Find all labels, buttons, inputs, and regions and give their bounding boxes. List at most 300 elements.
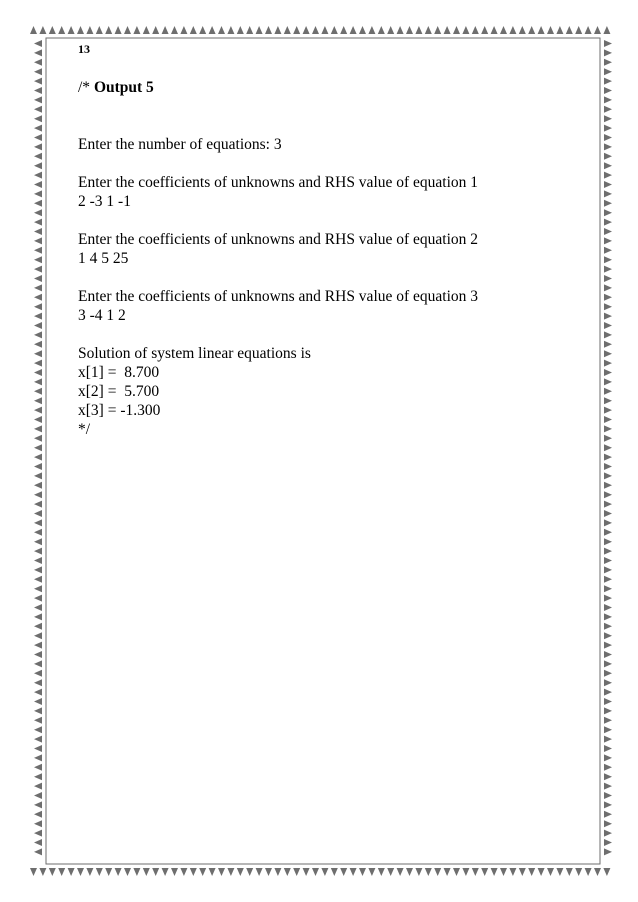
border-triangle [604,801,612,808]
border-triangle [96,868,103,876]
border-triangle [96,26,103,34]
border-triangle [387,26,394,34]
border-triangle [124,26,131,34]
border-triangle [86,26,93,34]
border-triangle [462,868,469,876]
border-triangle [604,811,612,818]
input-equation-2: 1 4 5 25 [78,250,129,267]
border-triangle [34,322,42,329]
border-triangle [34,848,42,855]
border-triangle [86,868,93,876]
left-triangle-column [34,40,42,855]
border-triangle [604,78,612,85]
border-triangle [34,190,42,197]
border-triangle [387,868,394,876]
border-triangle [425,26,432,34]
border-triangle [34,49,42,56]
border-triangle [171,868,178,876]
border-triangle [34,59,42,66]
output-heading [78,78,558,97]
border-triangle [604,670,612,677]
border-triangle [293,868,300,876]
border-triangle [34,736,42,743]
border-triangle [604,773,612,780]
border-triangle [34,670,42,677]
border-triangle [303,26,310,34]
border-triangle [604,294,612,301]
border-triangle [265,26,272,34]
page-number: 13 [78,42,90,56]
border-triangle [604,256,612,263]
border-triangle [49,26,56,34]
border-triangle [34,228,42,235]
border-triangle [340,868,347,876]
border-triangle [34,125,42,132]
border-triangle [604,341,612,348]
border-triangle [34,698,42,705]
border-triangle [434,26,441,34]
border-triangle [34,247,42,254]
border-triangle [604,576,612,583]
border-triangle [604,360,612,367]
border-triangle [34,519,42,526]
border-triangle [500,868,507,876]
border-triangle [34,407,42,414]
border-triangle [34,632,42,639]
border-triangle [162,868,169,876]
prompt-equation-2: Enter the coefficients of unknowns and RHS value of equation 2 [78,231,479,248]
border-triangle [604,463,612,470]
border-triangle [604,604,612,611]
border-triangle [34,172,42,179]
border-triangle [199,868,206,876]
border-triangle [368,868,375,876]
border-triangle [180,868,187,876]
border-triangle [30,868,37,876]
border-triangle [77,26,84,34]
border-triangle [604,115,612,122]
border-triangle [34,482,42,489]
border-triangle [34,726,42,733]
border-triangle [604,378,612,385]
border-triangle [604,519,612,526]
border-triangle [30,26,37,34]
border-triangle [604,49,612,56]
border-triangle [604,529,612,536]
border-triangle [604,350,612,357]
border-triangle [34,679,42,686]
border-triangle [604,707,612,714]
border-triangle [604,275,612,282]
border-triangle [585,868,592,876]
border-triangle [604,830,612,837]
border-triangle [34,369,42,376]
border-triangle [604,689,612,696]
border-triangle [528,26,535,34]
border-triangle [34,219,42,226]
border-triangle [604,172,612,179]
border-triangle [34,510,42,517]
border-triangle [34,78,42,85]
border-triangle [171,26,178,34]
border-triangle [359,868,366,876]
border-triangle [604,181,612,188]
border-triangle [34,341,42,348]
border-triangle [34,764,42,771]
border-triangle [34,284,42,291]
border-triangle [124,868,131,876]
border-triangle [604,87,612,94]
border-triangle [604,190,612,197]
border-triangle [575,26,582,34]
border-triangle [604,623,612,630]
border-triangle [594,868,601,876]
border-triangle [519,26,526,34]
border-triangle [34,397,42,404]
border-triangle [34,689,42,696]
border-triangle [34,388,42,395]
border-triangle [58,26,65,34]
border-triangle [604,717,612,724]
border-triangle [34,801,42,808]
border-triangle [604,548,612,555]
prompt-equation-3: Enter the coefficients of unknowns and RHS value of equation 3 [78,288,479,305]
border-triangle [34,491,42,498]
border-triangle [34,707,42,714]
border-triangle [604,68,612,75]
border-triangle [340,26,347,34]
border-triangle [604,595,612,602]
border-triangle [34,360,42,367]
border-triangle [34,811,42,818]
border-triangle [547,868,554,876]
border-triangle [34,378,42,385]
border-triangle [604,96,612,103]
border-triangle [58,868,65,876]
border-triangle [34,651,42,658]
border-triangle [538,868,545,876]
border-triangle [547,26,554,34]
border-triangle [246,868,253,876]
input-equation-3: 3 -4 1 2 [78,307,126,324]
border-triangle [162,26,169,34]
border-triangle [604,209,612,216]
border-triangle [34,303,42,310]
border-triangle [604,660,612,667]
border-triangle [49,868,56,876]
border-triangle [604,237,612,244]
border-triangle [190,26,197,34]
border-triangle [34,773,42,780]
border-triangle [321,26,328,34]
border-triangle [105,26,112,34]
border-triangle [152,26,159,34]
border-triangle [604,369,612,376]
border-triangle [604,745,612,752]
border-triangle [604,284,612,291]
border-triangle [491,868,498,876]
border-triangle [604,783,612,790]
border-triangle [237,26,244,34]
border-triangle [34,256,42,263]
border-triangle [34,585,42,592]
border-triangle [556,868,563,876]
border-triangle [604,162,612,169]
border-triangle [312,868,319,876]
border-triangle [34,237,42,244]
border-triangle [378,26,385,34]
border-triangle [34,294,42,301]
border-triangle [34,68,42,75]
border-triangle [321,868,328,876]
border-triangle [256,26,263,34]
border-triangle [34,830,42,837]
comment-open: /* [78,79,94,96]
border-triangle [34,435,42,442]
border-triangle [604,134,612,141]
border-triangle [604,416,612,423]
border-triangle [34,40,42,47]
border-triangle [434,868,441,876]
border-triangle [350,26,357,34]
border-triangle [34,463,42,470]
border-triangle [575,868,582,876]
border-triangle [604,143,612,150]
solution-x2: x[2] = 5.700 [78,383,160,400]
border-triangle [331,26,338,34]
border-triangle [604,632,612,639]
border-triangle [594,26,601,34]
border-triangle [34,162,42,169]
border-triangle [34,792,42,799]
border-triangle [34,416,42,423]
comment-close: */ [78,421,91,438]
border-triangle [68,868,75,876]
border-triangle [34,331,42,338]
border-triangle [425,868,432,876]
border-triangle [34,134,42,141]
border-triangle [604,754,612,761]
border-triangle [604,313,612,320]
border-triangle [34,623,42,630]
border-triangle [34,153,42,160]
border-triangle [274,26,281,34]
border-triangle [34,106,42,113]
border-triangle [34,717,42,724]
border-triangle [415,868,422,876]
border-triangle [604,482,612,489]
border-triangle [246,26,253,34]
border-triangle [603,26,610,34]
border-triangle [143,26,150,34]
border-triangle [604,247,612,254]
border-triangle [585,26,592,34]
border-triangle [444,868,451,876]
border-triangle [538,26,545,34]
border-triangle [604,388,612,395]
border-triangle [34,642,42,649]
border-triangle [77,868,84,876]
bottom-triangle-row [30,868,610,876]
border-triangle [472,26,479,34]
border-triangle [34,820,42,827]
solution-heading: Solution of system linear equations is [78,345,311,362]
border-triangle [509,26,516,34]
border-triangle [115,26,122,34]
border-triangle [34,538,42,545]
prompt-equation-count: Enter the number of equations: 3 [78,136,282,153]
border-triangle [303,868,310,876]
border-triangle [509,868,516,876]
border-triangle [218,26,225,34]
border-triangle [152,868,159,876]
border-triangle [359,26,366,34]
border-triangle [604,322,612,329]
input-equation-1: 2 -3 1 -1 [78,193,131,210]
border-triangle [312,26,319,34]
border-triangle [34,557,42,564]
border-triangle [462,26,469,34]
output-listing [78,78,558,439]
border-triangle [34,96,42,103]
border-triangle [481,868,488,876]
border-triangle [105,868,112,876]
border-triangle [34,266,42,273]
output-title: Output 5 [93,79,154,96]
border-triangle [604,153,612,160]
solution-x1: x[1] = 8.700 [78,364,160,381]
border-triangle [604,444,612,451]
border-triangle [34,454,42,461]
border-triangle [34,548,42,555]
border-triangle [453,26,460,34]
border-triangle [604,651,612,658]
border-triangle [34,595,42,602]
border-triangle [604,501,612,508]
border-triangle [604,613,612,620]
border-triangle [604,642,612,649]
border-triangle [604,303,612,310]
border-triangle [34,660,42,667]
border-triangle [331,868,338,876]
border-triangle [256,868,263,876]
border-triangle [34,576,42,583]
border-triangle [218,868,225,876]
border-triangle [566,868,573,876]
border-triangle [604,106,612,113]
border-triangle [415,26,422,34]
border-triangle [604,435,612,442]
border-triangle [284,26,291,34]
border-triangle [133,868,140,876]
border-triangle [34,529,42,536]
border-triangle [397,868,404,876]
border-triangle [34,115,42,122]
border-triangle [115,868,122,876]
border-triangle [350,868,357,876]
border-triangle [604,425,612,432]
border-triangle [604,59,612,66]
border-triangle [34,275,42,282]
border-triangle [209,26,216,34]
border-triangle [604,839,612,846]
border-triangle [604,397,612,404]
border-triangle [34,566,42,573]
border-triangle [604,566,612,573]
border-triangle [378,868,385,876]
border-triangle [180,26,187,34]
border-triangle [604,228,612,235]
border-triangle [143,868,150,876]
border-triangle [528,868,535,876]
border-triangle [34,839,42,846]
border-triangle [397,26,404,34]
border-triangle [604,331,612,338]
border-triangle [603,868,610,876]
border-triangle [604,454,612,461]
border-triangle [34,313,42,320]
border-triangle [604,407,612,414]
border-triangle [34,613,42,620]
border-triangle [34,200,42,207]
border-triangle [34,783,42,790]
border-triangle [265,868,272,876]
border-triangle [406,26,413,34]
border-triangle [39,868,46,876]
border-triangle [34,472,42,479]
border-triangle [34,425,42,432]
border-triangle [237,868,244,876]
border-triangle [604,736,612,743]
border-triangle [34,444,42,451]
border-triangle [453,868,460,876]
border-triangle [34,604,42,611]
border-triangle [406,868,413,876]
prompt-equation-1: Enter the coefficients of unknowns and RHS value of equation 1 [78,174,479,191]
solution-x3: x[3] = -1.300 [78,402,161,419]
border-triangle [293,26,300,34]
border-triangle [190,868,197,876]
border-triangle [519,868,526,876]
border-triangle [34,87,42,94]
border-triangle [472,868,479,876]
border-triangle [604,848,612,855]
border-triangle [34,350,42,357]
border-triangle [34,181,42,188]
border-triangle [491,26,498,34]
border-triangle [444,26,451,34]
border-triangle [604,266,612,273]
border-triangle [604,40,612,47]
border-triangle [566,26,573,34]
border-triangle [604,538,612,545]
border-triangle [227,868,234,876]
border-triangle [481,26,488,34]
border-triangle [604,679,612,686]
border-triangle [133,26,140,34]
border-triangle [604,125,612,132]
border-triangle [604,491,612,498]
border-triangle [604,472,612,479]
border-triangle [604,820,612,827]
border-triangle [274,868,281,876]
border-triangle [604,510,612,517]
border-triangle [34,745,42,752]
border-triangle [604,200,612,207]
border-triangle [604,557,612,564]
border-triangle [68,26,75,34]
border-triangle [368,26,375,34]
